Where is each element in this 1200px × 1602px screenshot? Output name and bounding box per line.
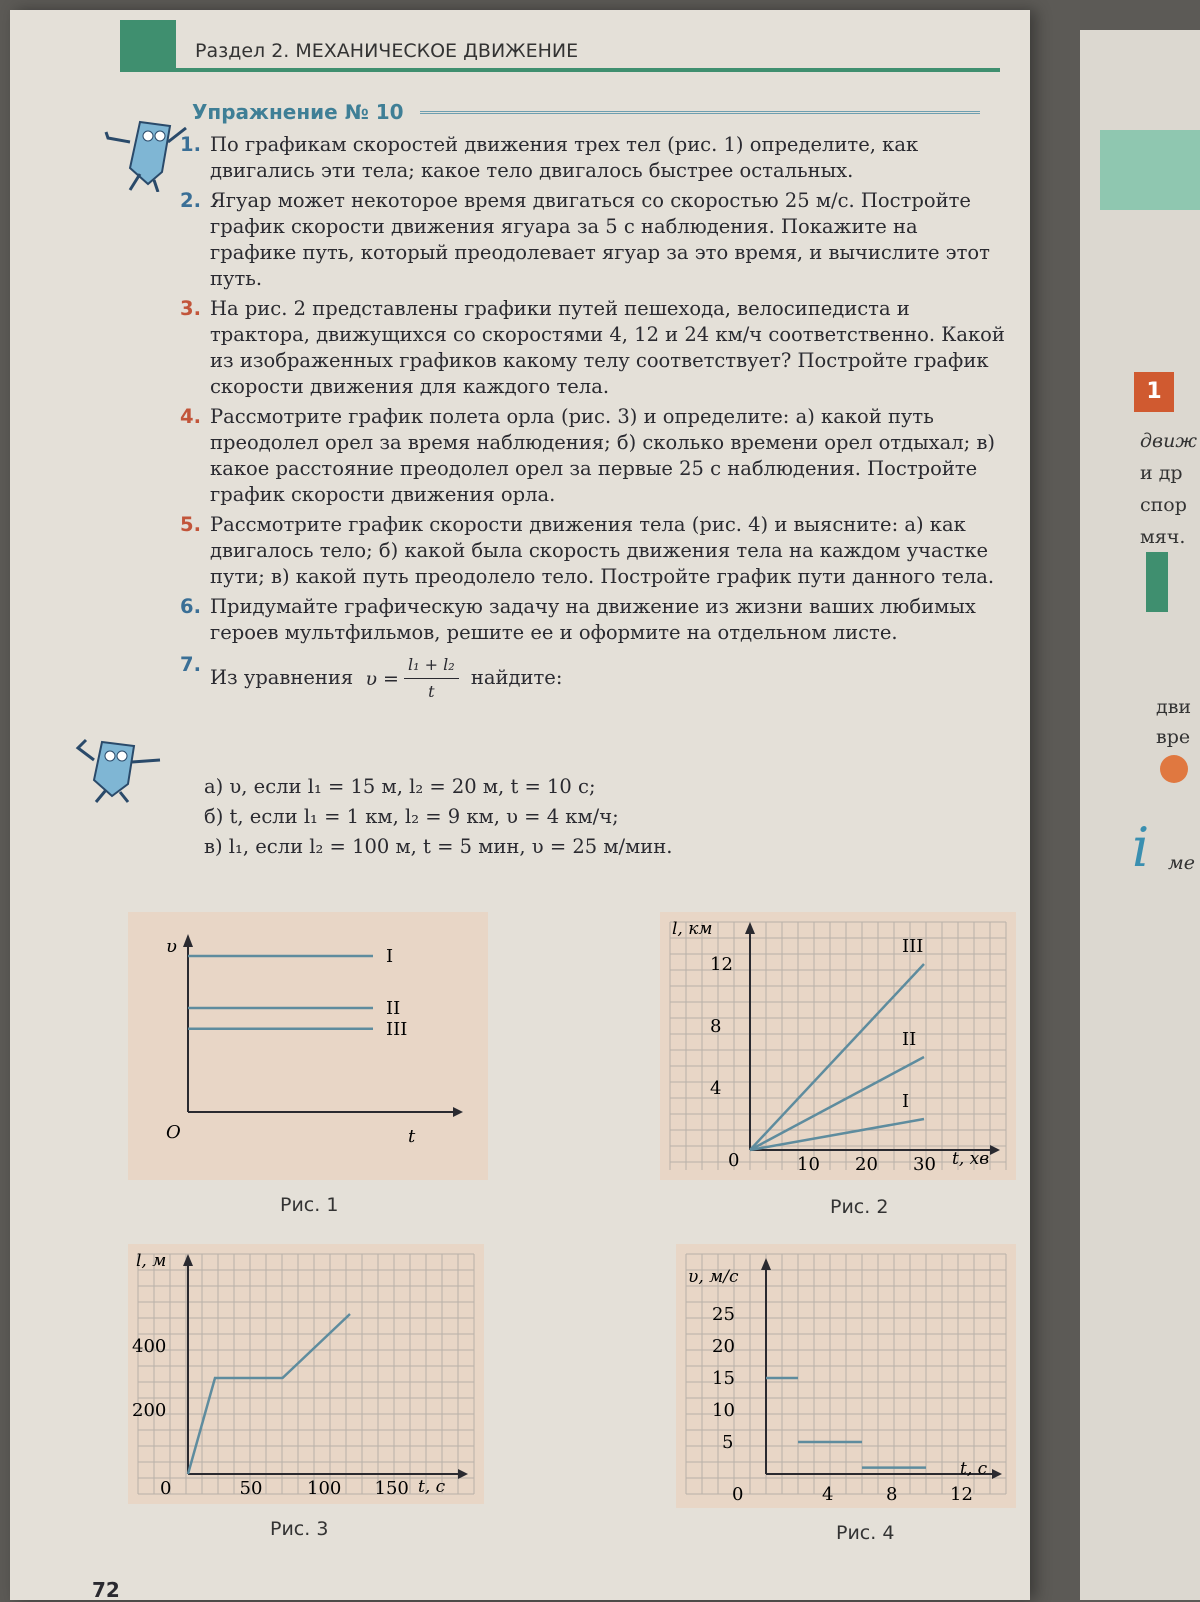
section-color-block xyxy=(120,20,176,72)
exercise-title: Упражнение № 10 xyxy=(192,100,404,124)
figure-4-chart xyxy=(676,1244,1016,1508)
velocity-formula xyxy=(365,652,458,705)
adjacent-text: вре xyxy=(1156,726,1191,748)
y-axis-arrow xyxy=(745,922,755,934)
y-tick-label: 8 xyxy=(710,1016,722,1037)
figure-3-caption: Рис. 3 xyxy=(270,1518,329,1540)
series-label: III xyxy=(386,1018,408,1040)
x-axis-label: t, с xyxy=(960,1459,988,1479)
task7-item: а) υ, если l₁ = 15 м, l₂ = 20 м, t = 10 с; xyxy=(204,775,596,798)
adjacent-text: движ xyxy=(1140,430,1197,452)
x-tick-label: 50 xyxy=(239,1478,263,1499)
y-tick-label: 200 xyxy=(132,1400,167,1421)
figure-3-chart xyxy=(128,1244,484,1504)
task-text: Ягуар может некоторое время двигаться со скоростью 25 м/с. Постройте график скорости движения ягуара за 5 с наблюдения. Покажите на графике путь, который преодолевает ягуар за это время, и вычислите этот путь. xyxy=(210,189,990,290)
formula-denominator: t xyxy=(428,682,435,701)
series-label: II xyxy=(386,998,401,1019)
y-tick-label: 5 xyxy=(722,1432,734,1453)
task-item xyxy=(180,132,1010,184)
y-tick-label: 400 xyxy=(132,1336,167,1357)
figure-2-caption: Рис. 2 xyxy=(830,1196,889,1218)
y-tick-label: 20 xyxy=(712,1336,735,1357)
y-tick-label: 12 xyxy=(710,954,733,975)
x-axis-arrow xyxy=(453,1107,463,1117)
adjacent-text: мяч. xyxy=(1140,526,1186,548)
series-label: III xyxy=(902,936,924,957)
mascot-thinking-icon xyxy=(72,734,172,804)
y-axis-label: l, м xyxy=(136,1251,167,1271)
header-rule xyxy=(120,68,1000,72)
figure-1-chart xyxy=(128,912,488,1180)
path-line xyxy=(188,1314,350,1474)
task7-item: в) l₁, если l₂ = 100 м, t = 5 мин, υ = 25 м/мин. xyxy=(204,835,673,858)
y-tick-label: 10 xyxy=(712,1400,735,1421)
task-number: 2. xyxy=(180,189,201,212)
figure-2-chart xyxy=(660,912,1016,1180)
task-item xyxy=(180,512,1010,590)
task-text: На рис. 2 представлены графики путей пешехода, велосипедиста и трактора, движущихся со скоростями 4, 12 и 24 км/ч соответственно. Какой из изображенных графиков какому телу соответствует? Постройте график скорости движения для каждого тела. xyxy=(210,297,1005,398)
question-icon xyxy=(1160,755,1188,783)
x-tick-label: 8 xyxy=(886,1484,898,1505)
adjacent-text: дви xyxy=(1156,696,1192,718)
adjacent-page xyxy=(1080,30,1200,1600)
adjacent-text: и др xyxy=(1140,462,1183,484)
x-tick-label: 100 xyxy=(307,1478,342,1499)
y-tick-label: 15 xyxy=(712,1368,735,1389)
adjacent-page-badge: 1 xyxy=(1134,372,1174,412)
task-number: 4. xyxy=(180,405,201,428)
task-number: 6. xyxy=(180,595,201,618)
task-text: Придумайте графическую задачу на движение из жизни ваших любимых героев мультфильмов, решите ее и оформите на отдельном листе. xyxy=(210,595,976,644)
task-list xyxy=(180,132,1010,709)
origin-label: 0 xyxy=(732,1484,744,1505)
series-line-III xyxy=(750,964,924,1150)
task-item xyxy=(180,652,1010,705)
series-label: II xyxy=(902,1029,917,1050)
series-label: I xyxy=(902,1091,910,1112)
adjacent-page-marker xyxy=(1146,552,1168,612)
section-title: Раздел 2. МЕХАНИЧЕСКОЕ ДВИЖЕНИЕ xyxy=(195,40,579,62)
figure-1-caption: Рис. 1 xyxy=(280,1194,339,1216)
y-axis-label: l, км xyxy=(672,919,713,939)
adjacent-text: спор xyxy=(1140,494,1187,516)
task-text: По графикам скоростей движения трех тел (рис. 1) определите, как двигались эти тела; какое тело двигалось быстрее остальных. xyxy=(210,133,919,182)
x-tick-label: 150 xyxy=(374,1478,409,1499)
series-line-II xyxy=(750,1057,924,1150)
task-text: Рассмотрите график полета орла (рис. 3) и определите: а) какой путь преодолел орел за время наблюдения; б) сколько времени орел отдыхал; в) какое расстояние преодолел орел за первые 25 с наблюдения. Постройте график скорости движения орла. xyxy=(210,405,996,506)
y-tick-label: 4 xyxy=(710,1078,722,1099)
mascot-icon xyxy=(100,112,190,192)
task7-subitems xyxy=(204,772,673,862)
y-axis-label: υ, м/с xyxy=(688,1267,739,1287)
origin-label: 0 xyxy=(728,1150,740,1171)
y-axis-arrow xyxy=(761,1258,771,1270)
x-axis-label: t, хв xyxy=(952,1149,990,1169)
y-axis-arrow xyxy=(183,1254,193,1266)
exercise-title-rule xyxy=(420,111,980,114)
x-tick-label: 4 xyxy=(822,1484,834,1505)
y-axis-arrow xyxy=(183,934,193,947)
info-icon: i xyxy=(1132,816,1150,879)
origin-label: O xyxy=(166,1122,181,1143)
formula-numerator: l₁ + l₂ xyxy=(404,652,459,679)
series-label: I xyxy=(386,946,394,967)
task-item xyxy=(180,188,1010,292)
y-axis-label: υ xyxy=(166,936,177,957)
x-tick-label: 12 xyxy=(950,1484,973,1505)
task-item xyxy=(180,404,1010,508)
task-text: Рассмотрите график скорости движения тела (рис. 4) и выясните: а) как двигалось тело; б) какой была скорость движения тела на каждом участке пути; в) какой путь преодолело тело. Постройте график пути данного тела. xyxy=(210,513,995,588)
task-number: 1. xyxy=(180,133,201,156)
task7-intro: Из уравнения xyxy=(210,666,354,689)
task-number: 7. xyxy=(180,653,201,676)
x-tick-label: 10 xyxy=(797,1154,820,1175)
task-item xyxy=(180,594,1010,646)
page-number: 72 xyxy=(92,1578,120,1602)
x-axis-label: t xyxy=(408,1126,416,1147)
x-tick-label: 30 xyxy=(913,1154,936,1175)
adjacent-text: ме xyxy=(1168,852,1195,874)
y-tick-label: 25 xyxy=(712,1304,735,1325)
task7-item: б) t, если l₁ = 1 км, l₂ = 9 км, υ = 4 км/ч; xyxy=(204,805,619,828)
task7-after: найдите: xyxy=(470,666,563,689)
x-tick-label: 20 xyxy=(855,1154,878,1175)
adjacent-page-green-block xyxy=(1100,130,1200,210)
formula-lhs: υ = xyxy=(365,667,399,690)
task-number: 3. xyxy=(180,297,201,320)
task-item xyxy=(180,296,1010,400)
task-number: 5. xyxy=(180,513,201,536)
origin-label: 0 xyxy=(160,1478,172,1499)
x-axis-label: t, с xyxy=(418,1477,446,1497)
figure-4-caption: Рис. 4 xyxy=(836,1522,895,1544)
